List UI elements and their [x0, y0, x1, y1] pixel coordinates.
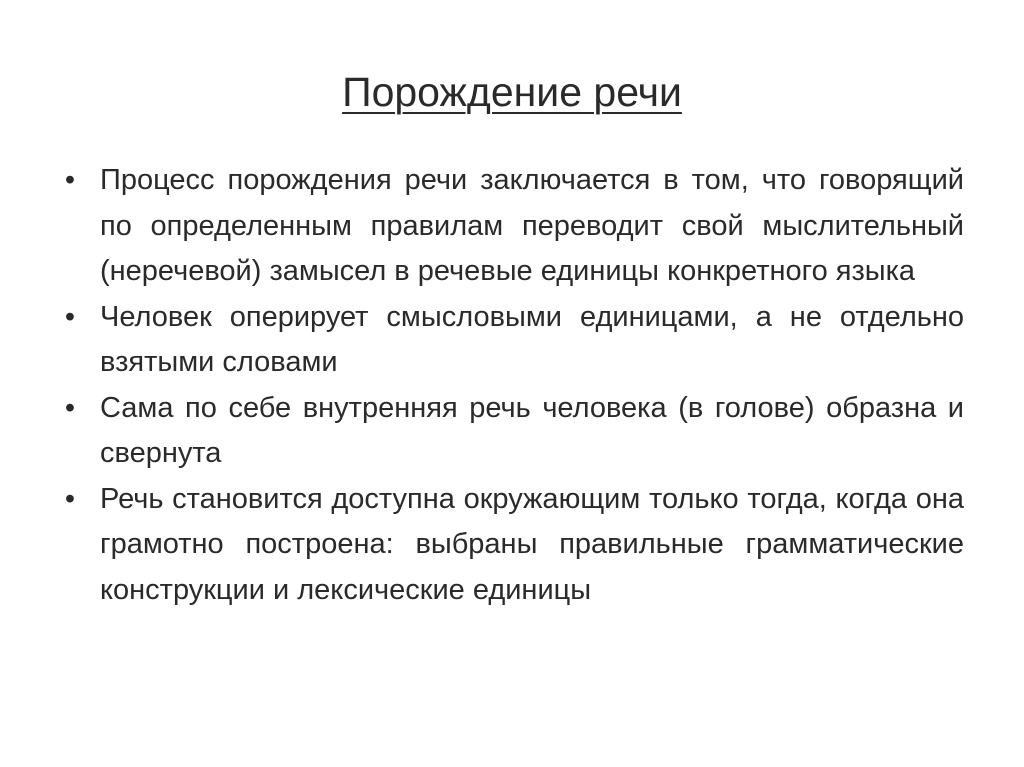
bullet-text: Человек оперирует смысловыми единицами, а не отдельно взятыми словами — [100, 300, 964, 378]
slide-title — [0, 68, 1024, 117]
bullet-dot-icon: • — [64, 482, 76, 515]
slide-title-text: Порождение речи — [342, 69, 682, 115]
bullet-item — [60, 477, 964, 614]
bullet-dot-icon: • — [64, 300, 76, 333]
bullet-text: Процесс порождения речи заключается в том, что говорящий по определенным правилам переводит свой мыслительный (неречевой) замысел в речевые единицы конкретного языка — [100, 164, 964, 287]
bullet-list — [60, 158, 964, 613]
bullet-text: Сама по себе внутренняя речь человека (в голове) образна и свернута — [100, 391, 964, 469]
bullet-dot-icon: • — [64, 391, 76, 424]
bullet-item — [60, 295, 964, 386]
bullet-item — [60, 158, 964, 295]
bullet-dot-icon: • — [64, 164, 76, 196]
bullet-item — [60, 386, 964, 477]
bullet-text: Речь становится доступна окружающим только тогда, когда она грамотно построена: выбраны правильные грамматические конструкции и лексические единицы — [100, 482, 964, 606]
